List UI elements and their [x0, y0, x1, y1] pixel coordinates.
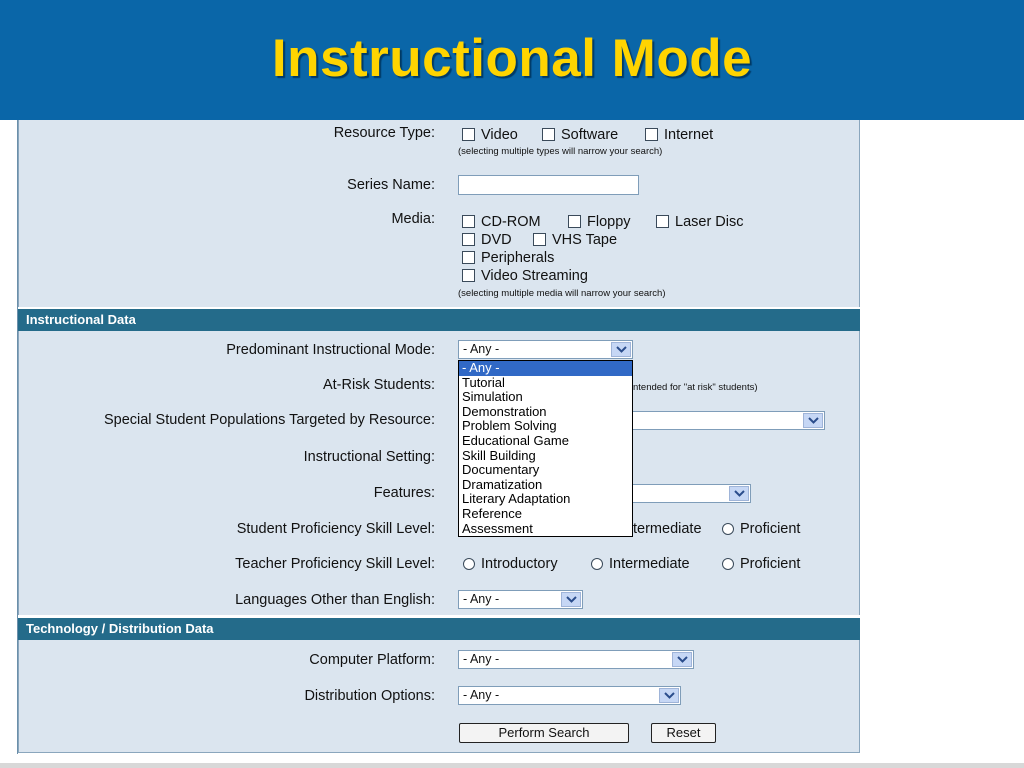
instructional-data-header: Instructional Data — [18, 309, 860, 331]
radio-icon[interactable] — [591, 558, 603, 570]
checkbox-icon[interactable] — [656, 215, 669, 228]
student-proficiency-label: Student Proficiency Skill Level: — [236, 521, 435, 537]
checkbox-icon[interactable] — [542, 128, 555, 141]
teacher-proficiency-label: Teacher Proficiency Skill Level: — [235, 556, 435, 572]
checkbox-icon[interactable] — [462, 128, 475, 141]
features-label: Features: — [373, 485, 435, 501]
mode-dropdown-list[interactable] — [458, 360, 633, 537]
student-proficiency-intermediate[interactable]: termediate — [633, 521, 702, 537]
dropdown-option[interactable]: Problem Solving — [462, 418, 557, 434]
media-dvd[interactable]: DVD — [462, 232, 512, 248]
at-risk-label: At-Risk Students: — [322, 377, 435, 393]
reset-button[interactable]: Reset — [651, 723, 716, 743]
student-proficiency-proficient[interactable]: Proficient — [722, 521, 800, 537]
series-name-input[interactable] — [458, 175, 639, 195]
media-vhs-tape[interactable]: VHS Tape — [533, 232, 617, 248]
resource-type-label: Resource Type: — [333, 125, 435, 141]
dropdown-option[interactable]: Demonstration — [462, 403, 547, 419]
dropdown-option[interactable]: Dramatization — [462, 476, 543, 492]
radio-icon[interactable] — [722, 523, 734, 535]
languages-label: Languages Other than English: — [235, 592, 435, 608]
predominant-mode-label: Predominant Instructional Mode: — [226, 342, 435, 358]
checkbox-icon[interactable] — [462, 269, 475, 282]
checkbox-icon[interactable] — [462, 215, 475, 228]
media-label: Media: — [391, 211, 435, 227]
teacher-proficiency-proficient[interactable]: Proficient — [722, 556, 800, 572]
media-note: (selecting multiple media will narrow your search) — [458, 288, 666, 299]
checkbox-icon[interactable] — [462, 251, 475, 264]
distribution-options-label: Distribution Options: — [304, 688, 435, 704]
at-risk-note: ntended for "at risk" students) — [633, 382, 758, 393]
dropdown-option[interactable]: Documentary — [462, 462, 540, 478]
dropdown-option[interactable]: Skill Building — [462, 447, 536, 463]
bottom-rule — [0, 763, 1024, 768]
instructional-setting-label: Instructional Setting: — [303, 449, 435, 465]
teacher-proficiency-introductory[interactable]: Introductory — [463, 556, 558, 572]
resource-type-internet[interactable]: Internet — [645, 127, 713, 143]
slide-title: Instructional Mode — [271, 29, 753, 88]
chevron-down-icon[interactable] — [611, 342, 631, 357]
resource-type-video[interactable]: Video — [462, 127, 518, 143]
dropdown-option[interactable]: Tutorial — [462, 374, 505, 390]
checkbox-icon[interactable] — [568, 215, 581, 228]
checkbox-icon[interactable] — [533, 233, 546, 246]
series-name-label: Series Name: — [347, 177, 435, 193]
chevron-down-icon[interactable] — [561, 592, 581, 607]
dropdown-option[interactable]: Assessment — [462, 520, 533, 536]
predominant-mode-select[interactable]: - Any - — [458, 340, 633, 359]
chevron-down-icon[interactable] — [729, 486, 749, 501]
radio-icon[interactable] — [463, 558, 475, 570]
media-floppy[interactable]: Floppy — [568, 214, 631, 230]
computer-platform-select[interactable]: - Any - — [458, 650, 694, 669]
dropdown-option[interactable]: Reference — [462, 505, 522, 521]
resource-type-software[interactable]: Software — [542, 127, 618, 143]
dropdown-option[interactable]: Educational Game — [462, 432, 569, 448]
distribution-options-select[interactable]: - Any - — [458, 686, 681, 705]
media-cd-rom[interactable]: CD-ROM — [462, 214, 541, 230]
media-video-streaming[interactable]: Video Streaming — [462, 268, 588, 284]
radio-icon[interactable] — [722, 558, 734, 570]
media-laser-disc[interactable]: Laser Disc — [656, 214, 744, 230]
special-populations-label: Special Student Populations Targeted by Resource: — [103, 412, 435, 428]
technology-header: Technology / Distribution Data — [18, 618, 860, 640]
teacher-proficiency-intermediate[interactable]: Intermediate — [591, 556, 690, 572]
perform-search-button[interactable]: Perform Search — [459, 723, 629, 743]
chevron-down-icon[interactable] — [672, 652, 692, 667]
dropdown-option[interactable]: Literary Adaptation — [462, 491, 571, 507]
media-peripherals[interactable]: Peripherals — [462, 250, 554, 266]
checkbox-icon[interactable] — [462, 233, 475, 246]
checkbox-icon[interactable] — [645, 128, 658, 141]
languages-select[interactable]: - Any - — [458, 590, 583, 609]
technology-panel — [18, 640, 860, 753]
dropdown-option[interactable]: Simulation — [462, 389, 523, 405]
dropdown-option[interactable]: - Any - — [459, 361, 632, 376]
chevron-down-icon[interactable] — [803, 413, 823, 428]
instructional-panel — [18, 331, 860, 615]
chevron-down-icon[interactable] — [659, 688, 679, 703]
resource-type-note: (selecting multiple types will narrow your search) — [458, 146, 663, 157]
computer-platform-label: Computer Platform: — [309, 652, 435, 668]
